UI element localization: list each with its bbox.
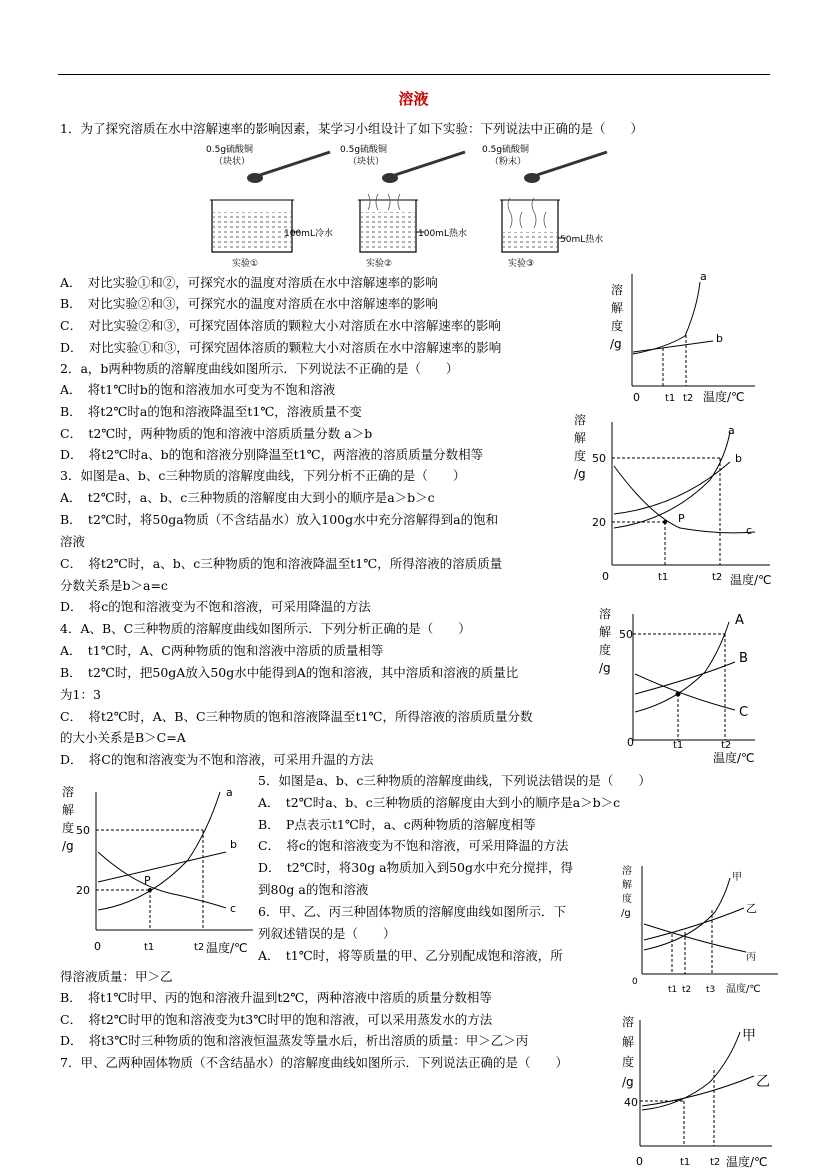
q3-solubility-graph	[570, 410, 785, 590]
origin-label: 0	[602, 570, 609, 583]
y-label-3: 度	[599, 643, 612, 657]
y-label-3: 度	[622, 1055, 635, 1069]
x-tick-t1: t1	[680, 1157, 691, 1168]
x-tick-t1: t1	[673, 740, 684, 751]
x-tick-t2: t2	[712, 572, 723, 583]
q4-option-b: B． t2℃时，把50gA放入50g水中能得到A的饱和溶液，其中溶质和溶液的质量比	[60, 665, 519, 680]
q6-option-c: C． 将t2℃时甲的饱和溶液变为t3℃时甲的饱和溶液，可以采用蒸发水的方法	[60, 1012, 493, 1027]
q3-option-a: A． t2℃时，a、b、c三种物质的溶解度由大到小的顺序是a＞b＞c	[60, 490, 435, 505]
q2-solubility-graph	[605, 268, 765, 408]
curve-jia-label: 甲	[742, 1028, 756, 1044]
y-label-3: 度	[574, 449, 587, 463]
y-label-3: 度	[62, 821, 75, 835]
y-label-4: /g	[62, 839, 74, 853]
x-axis-label: 温度/℃	[206, 941, 248, 955]
point-p-label: P	[678, 512, 685, 525]
y-tick-20: 20	[76, 884, 90, 897]
q2-option-b: B． 将t2℃时a的饱和溶液降温至t1℃，溶液质量不变	[60, 404, 362, 419]
page-title: 溶液	[398, 90, 429, 108]
y-tick-50: 50	[592, 452, 606, 465]
origin-label: 0	[632, 977, 638, 987]
curve-b-label: b	[735, 452, 742, 465]
origin-label: 0	[633, 391, 640, 404]
y-tick-20: 20	[592, 516, 606, 529]
q2-option-a: A． 将t1℃时b的饱和溶液加水可变为不饱和溶液	[60, 382, 336, 397]
q3-stem: 3．如图是a、b、c三种物质的溶解度曲线，下列分析不正确的是（ ）	[60, 468, 466, 483]
y-tick-40: 40	[624, 1096, 638, 1109]
q6-stem: 6．甲、乙、丙三种固体物质的溶解度曲线如图所示．下	[258, 904, 566, 919]
y-label-1: 溶	[622, 866, 632, 877]
y-label-4: /g	[621, 908, 631, 919]
origin-label: 0	[627, 736, 634, 749]
y-label-2: 解	[611, 301, 624, 315]
q3-option-b-cont: 溶液	[60, 534, 86, 549]
beaker-2-solute: 0.5g硫酸铜	[340, 145, 388, 155]
beaker-3-form: （粉末）	[490, 157, 527, 167]
curve-yi	[644, 908, 744, 940]
q4-option-c: C． 将t2℃时，A、B、C三种物质的饱和溶液降温至t1℃，所得溶液的溶质质量分数	[60, 709, 533, 724]
x-tick-t2: t2	[683, 393, 694, 404]
x-tick-t2: t2	[682, 985, 692, 995]
x-axis-label: 温度/℃	[713, 751, 755, 765]
q6-stem-cont: 列叙述错误的是（ ）	[258, 926, 396, 941]
q1-option-b: B． 对比实验②和③，可探究水的温度对溶质在水中溶解速率的影响	[60, 296, 438, 311]
curve-bing	[644, 924, 746, 952]
beaker-3	[482, 143, 607, 269]
curve-a-label: a	[226, 786, 233, 799]
y-label-1: 溶	[622, 1015, 635, 1029]
x-axis-label: 温度/℃	[726, 984, 761, 995]
y-label-1: 溶	[599, 607, 612, 621]
curve-C-label: C	[739, 705, 749, 720]
y-label-2: 解	[62, 803, 75, 817]
x-tick-t2: t2	[721, 740, 732, 751]
curve-jia-label: 甲	[732, 872, 742, 883]
y-label-4: /g	[610, 337, 622, 351]
curve-a-label: a	[700, 270, 707, 283]
q1-stem: 1．为了探究溶质在水中溶解速率的影响因素，某学习小组设计了如下实验：下列说法中正确的是（ ）	[60, 121, 643, 136]
q4-stem: 4．A、B、C三种物质的溶解度曲线如图所示．下列分析正确的是（ ）	[60, 621, 471, 636]
y-label-3: 度	[611, 319, 624, 333]
beaker-1-water: 100mL冷水	[284, 229, 333, 239]
beaker-1-label: 实验①	[232, 259, 259, 269]
y-label-4: /g	[622, 1075, 634, 1089]
beaker-2-label: 实验②	[366, 259, 393, 269]
q6-option-a-cont: 得溶液质量：甲＞乙	[60, 969, 173, 984]
y-label-1: 溶	[611, 283, 624, 297]
y-label-4: /g	[574, 467, 586, 481]
q4-option-a: A． t1℃时，A、C两种物质的饱和溶液中溶质的质量相等	[60, 643, 384, 658]
x-tick-t1: t1	[144, 942, 155, 953]
curve-a	[614, 432, 730, 528]
beaker-1	[206, 143, 333, 269]
point-p-label: P	[144, 874, 151, 887]
q2-option-d: D． 将t2℃时a、b的饱和溶液分别降温至t1℃，两溶液的溶质质量分数相等	[60, 447, 484, 462]
q2-option-c: C． t2℃时，两种物质的饱和溶液中溶质质量分数 a＞b	[60, 426, 373, 441]
beaker-3-label: 实验③	[508, 259, 535, 269]
q6-solubility-graph	[620, 860, 785, 1000]
curve-c-label: c	[230, 902, 237, 915]
q6-option-a: A． t1℃时，将等质量的甲、乙分别配成饱和溶液，所	[258, 948, 563, 963]
x-tick-t1: t1	[668, 985, 678, 995]
y-label-3: 度	[622, 894, 632, 905]
x-tick-t1: t1	[658, 572, 669, 583]
q1-option-a: A． 对比实验①和②，可探究水的温度对溶质在水中溶解速率的影响	[60, 275, 438, 290]
curve-c	[98, 852, 226, 908]
q6-option-d: D． 将t3℃时三种物质的饱和溶液恒温蒸发等量水后，析出溶质的质量：甲＞乙＞丙	[60, 1033, 529, 1048]
y-tick-50: 50	[76, 824, 90, 837]
curve-a	[98, 792, 220, 910]
x-tick-t3: t3	[706, 985, 716, 995]
curve-b-label: b	[716, 332, 723, 345]
beaker-1-form: （块状）	[214, 157, 251, 167]
q3-option-c: C． 将t2℃时，a、b、c三种物质的饱和溶液降温至t1℃，所得溶液的溶质质量	[60, 556, 503, 571]
q4-solubility-graph	[595, 602, 785, 772]
q1-option-d: D． 对比实验①和③，可探究固体溶质的颗粒大小对溶质在水中溶解速率的影响	[60, 340, 502, 355]
curve-yi-label: 乙	[746, 902, 757, 915]
header-rule	[58, 74, 770, 75]
curve-A-label: A	[735, 613, 744, 628]
y-label-2: 解	[599, 625, 612, 639]
curve-B-label: B	[739, 651, 748, 666]
q7-stem: 7．甲、乙两种固体物质（不含结晶水）的溶解度曲线如图所示．下列说法正确的是（ ）	[60, 1055, 568, 1070]
beaker-3-water: 50mL热水	[560, 235, 604, 245]
q5-stem: 5．如图是a、b、c三种物质的溶解度曲线，下列说法错误的是（ ）	[258, 773, 651, 788]
origin-label: 0	[94, 940, 101, 953]
q4-option-d: D． 将C的饱和溶液变为不饱和溶液，可采用升温的方法	[60, 752, 374, 767]
q3-option-c-cont: 分数关系是b＞a=c	[60, 578, 168, 593]
q5-option-b: B． P点表示t1℃时，a、c两种物质的溶解度相等	[258, 817, 536, 832]
q6-option-b: B． 将t1℃时甲、丙的饱和溶液升温到t2℃，两种溶液中溶质的质量分数相等	[60, 990, 492, 1005]
y-label-1: 溶	[62, 785, 75, 799]
q1-experiment-figure	[200, 140, 640, 274]
curve-yi-label: 乙	[756, 1074, 770, 1090]
q5-option-d-cont: 到80g a的饱和溶液	[258, 882, 369, 897]
x-tick-t2: t2	[710, 1157, 721, 1168]
q2-stem: 2．a，b两种物质的溶解度曲线如图所示．下列说法不正确的是（ ）	[60, 361, 459, 376]
x-axis-label: 温度/℃	[703, 390, 745, 404]
q5-solubility-graph	[58, 780, 268, 960]
q7-solubility-graph	[600, 1010, 790, 1170]
q3-option-b: B． t2℃时，将50ga物质（不含结晶水）放入100g水中充分溶解得到a的饱和	[60, 512, 499, 527]
y-label-4: /g	[599, 661, 611, 675]
x-tick-t2: t2	[194, 942, 205, 953]
q4-option-b-cont: 为1：3	[60, 687, 101, 702]
x-tick-t1: t1	[665, 393, 676, 404]
y-label-1: 溶	[574, 413, 587, 427]
y-label-2: 解	[622, 880, 632, 891]
q5-option-c: C． 将c的饱和溶液变为不饱和溶液，可采用降温的方法	[258, 838, 569, 853]
beaker-1-solute: 0.5g硫酸铜	[206, 145, 254, 155]
curve-b-label: b	[230, 838, 237, 851]
q5-option-a: A． t2℃时a、b、c三种物质的溶解度由大到小的顺序是a＞b＞c	[258, 795, 621, 810]
y-label-2: 解	[574, 431, 587, 445]
y-tick-50: 50	[619, 628, 633, 641]
beaker-2-form: （块状）	[348, 157, 385, 167]
q5-option-d: D． t2℃时，将30g a物质加入到50g水中充分搅拌，得	[258, 860, 573, 875]
curve-A	[635, 622, 729, 712]
y-label-2: 解	[622, 1035, 635, 1049]
beaker-2-water: 100mL热水	[418, 229, 467, 239]
curve-jia	[642, 1032, 740, 1110]
curve-a-label: a	[728, 424, 735, 437]
beaker-2	[340, 143, 467, 269]
x-axis-label: 温度/℃	[730, 573, 772, 587]
curve-a	[633, 282, 700, 354]
curve-bing-label: 丙	[746, 952, 756, 963]
curve-c-label: c	[746, 524, 753, 537]
curve-jia	[644, 878, 730, 950]
q1-option-c: C． 对比实验②和③，可探究固体溶质的颗粒大小对溶质在水中溶解速率的影响	[60, 318, 501, 333]
origin-label: 0	[636, 1155, 643, 1168]
beaker-3-solute: 0.5g硫酸铜	[482, 145, 530, 155]
q4-option-c-cont: 的大小关系是B＞C=A	[60, 730, 186, 745]
x-axis-label: 温度/℃	[726, 1155, 768, 1169]
q3-option-d: D． 将c的饱和溶液变为不饱和溶液，可采用降温的方法	[60, 599, 371, 614]
